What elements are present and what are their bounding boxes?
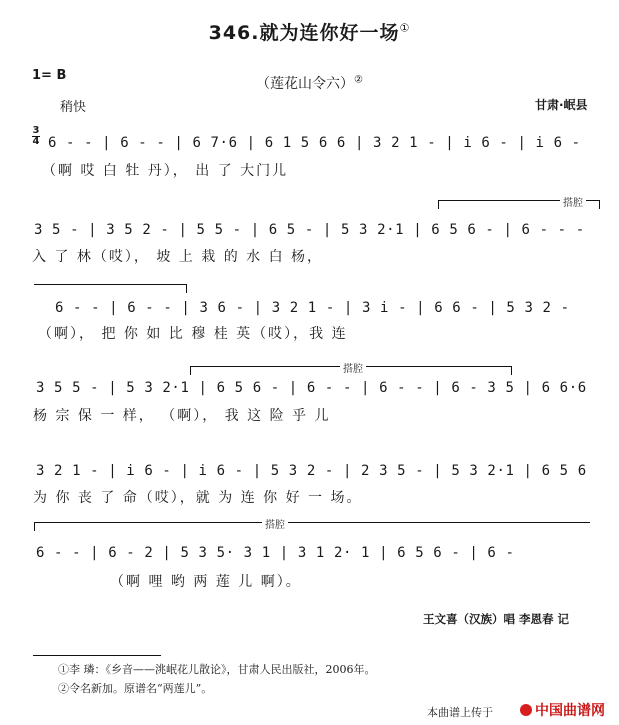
lyrics-row-4: 杨 宗 保 一 样， （啊）， 我 这 险 乎 儿	[33, 408, 331, 424]
region-label: 甘肃·岷县	[535, 98, 588, 112]
drone-bracket-3	[34, 522, 590, 531]
title-footnote-mark: ①	[399, 21, 411, 35]
lyrics-row-3: （啊）， 把 你 如 比 穆 桂 英（哎），我 连	[38, 326, 348, 342]
footnote-2: ②令名新加。原谱名“两莲儿”。	[58, 682, 213, 695]
time-signature	[30, 126, 42, 147]
drone-label-3: 搭腔	[262, 516, 288, 531]
notation-row-1: 6 - - | 6 - - | 6 7·6 | 6 1 5 6 6 | 3 2 1 - | i 6 - | i 6 -	[48, 135, 581, 151]
site-logo[interactable]	[520, 700, 605, 720]
drone-label-2: 搭腔	[340, 360, 366, 375]
site-name: 中国曲谱网	[535, 703, 605, 719]
performer-credits: 王文喜（汉族）唱 李恩春 记	[423, 612, 570, 626]
drone-bracket-1-continued	[34, 284, 187, 293]
key-signature: 1= B	[32, 68, 67, 83]
subtitle-text: （莲花山令六）	[256, 76, 355, 92]
upload-notice: 本曲谱上传于	[427, 706, 493, 719]
logo-icon	[520, 704, 532, 716]
title-text: 346.就为连你好一场	[208, 22, 400, 44]
lyrics-row-1: （啊 哎 白 牡 丹）， 出 了 大门儿	[42, 163, 289, 179]
lyrics-row-2: 入 了 林（哎）， 坡 上 栽 的 水 白 杨，	[32, 249, 324, 265]
time-signature-bottom: 4	[32, 136, 40, 147]
lyrics-row-6: （啊 哩 哟 两 莲 儿 啊）。	[110, 574, 302, 590]
lyrics-row-5: 为 你 丧 了 命（哎），就 为 连 你 好 一 场。	[33, 490, 363, 506]
time-signature-top: 3	[32, 125, 40, 136]
subtitle	[0, 73, 619, 93]
notation-row-2: 3 5 - | 3 5 2 - | 5 5 - | 6 5 - | 5 3 2·1 | 6 5 6 - | 6 - - -	[34, 222, 585, 238]
subtitle-footnote-mark: ②	[354, 74, 363, 86]
notation-row-6: 6 - - | 6 - 2 | 5 3 5· 3 1 | 3 1 2· 1 | 6 5 6 - | 6 -	[36, 545, 515, 561]
footnote-1: ①李 璘：《乡音——洮岷花儿散论》，甘肃人民出版社，2006年。	[58, 663, 376, 676]
tempo-marking: 稍快	[60, 100, 87, 115]
notation-row-4: 3 5 5 - | 5 3 2·1 | 6 5 6 - | 6 - - | 6 - - | 6 - 3 5 | 6 6·6	[36, 380, 587, 396]
notation-row-3: 6 - - | 6 - - | 3 6 - | 3 2 1 - | 3 i - | 6 6 - | 5 3 2 -	[55, 300, 570, 316]
notation-row-5: 3 2 1 - | i 6 - | i 6 - | 5 3 2 - | 2 3 5 - | 5 3 2·1 | 6 5 6	[36, 463, 587, 479]
drone-label-1: 搭腔	[560, 194, 586, 209]
footnote-divider	[33, 655, 161, 656]
score-title	[0, 18, 619, 45]
